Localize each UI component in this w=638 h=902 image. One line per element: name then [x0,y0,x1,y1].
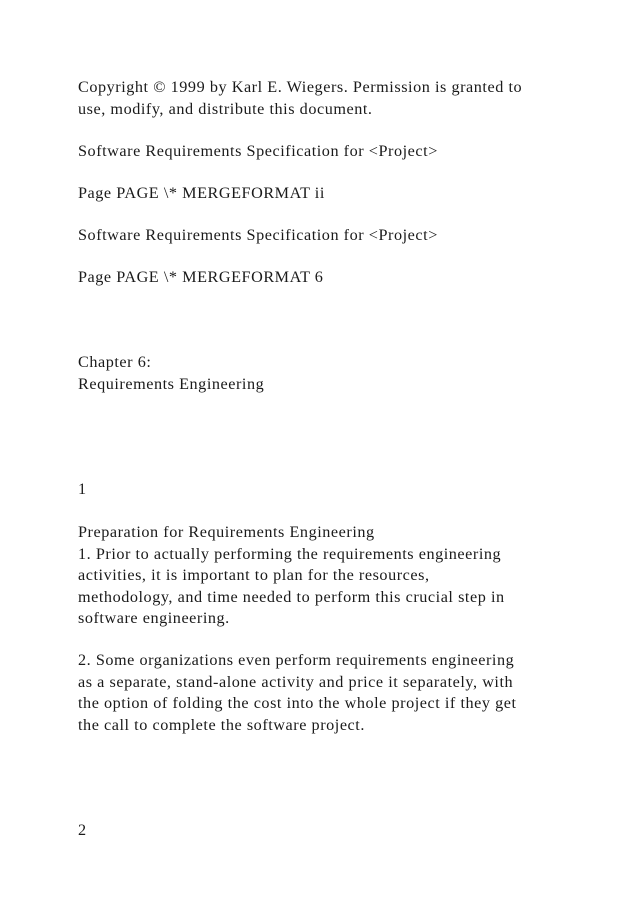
paragraph-line: 1. Prior to actually performing the requirements engineering [78,544,502,563]
section-body-continued [78,650,598,736]
paragraph-line: as a separate, stand-alone activity and price it separately, with [78,672,514,691]
chapter-title: Requirements Engineering [78,374,265,393]
paragraph-line: methodology, and time needed to perform this crucial step in [78,587,505,606]
paragraph-line: software engineering. [78,609,230,627]
chapter-heading [78,352,598,395]
paragraph-line: the option of folding the cost into the whole project if they get [78,694,517,712]
paragraph-line: the call to complete the software project. [78,715,365,734]
slide-number: 1 [78,480,87,498]
copyright-line: use, modify, and distribute this document. [78,99,373,118]
header-title: Software Requirements Specification for <Project> [78,142,438,160]
slide-number: 2 [78,821,87,839]
section-heading: Preparation for Requirements Engineering [78,523,375,541]
copyright-line: Copyright © 1999 by Karl E. Wiegers. Permission is granted to [78,78,523,96]
copyright-notice [78,77,598,120]
footer-page-field: Page PAGE \* MERGEFORMAT ii [78,184,325,202]
section-body [78,522,598,630]
chapter-label: Chapter 6: [78,353,152,371]
footer-page-field: Page PAGE \* MERGEFORMAT 6 [78,268,324,286]
paragraph-line: 2. Some organizations even perform requirements engineering [78,651,515,669]
paragraph-line: activities, it is important to plan for the resources, [78,566,430,584]
header-title: Software Requirements Specification for <Project> [78,226,438,244]
